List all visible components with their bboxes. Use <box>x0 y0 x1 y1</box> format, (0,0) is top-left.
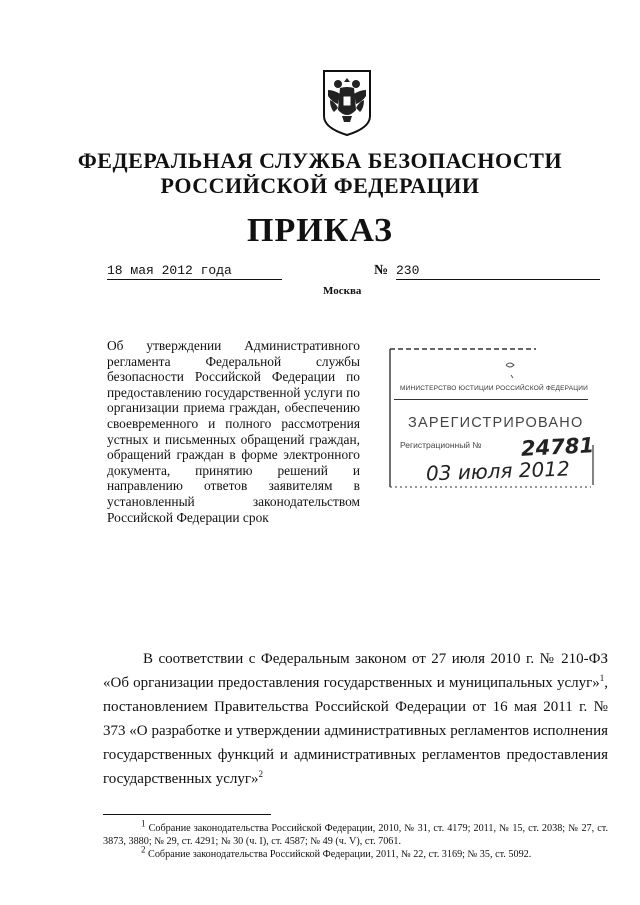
footnote-text: Собрание законодательства Российской Федерации, 2010, № 31, ст. 4179; 2011, № 15, ст. 2038; № 27, ст. 3873, 3880; № 29, ст. 4291; № 30 (ч. I), ст. 4587; № 49 (ч. V), ст. 7061. <box>103 823 609 847</box>
footnote-2 <box>103 844 608 861</box>
body-paragraph <box>103 647 608 791</box>
stamp-ministry-text: МИНИСТЕРСТВО ЮСТИЦИИ РОССИЙСКОЙ ФЕДЕРАЦИИ <box>400 385 589 392</box>
footnote-divider <box>103 814 271 815</box>
footnote-1 <box>103 818 609 848</box>
document-city: Москва <box>323 285 362 297</box>
document-date: 18 мая 2012 года <box>107 263 282 280</box>
stamp-reg-date: 03 июля 2012 <box>425 456 571 486</box>
stamp-registered-text: ЗАРЕГИСТРИРОВАНО <box>408 415 584 431</box>
organization-name-line2: РОССИЙСКОЙ ФЕДЕРАЦИИ <box>160 173 480 198</box>
organization-name-line1: ФЕДЕРАЛЬНАЯ СЛУЖБА БЕЗОПАСНОСТИ <box>77 148 563 173</box>
stamp-reg-label: Регистрационный № <box>400 440 482 450</box>
document-number: 230 <box>396 263 600 280</box>
stamp-rule <box>394 399 588 400</box>
footnote-ref-1: 1 <box>599 673 605 683</box>
footnote-text: Собрание законодательства Российской Федерации, 2011, № 22, ст. 3169; № 35, ст. 5092. <box>148 849 532 860</box>
emblem-icon <box>318 68 376 138</box>
number-sign: № <box>374 263 389 278</box>
footnote-mark: 1 <box>141 818 146 829</box>
document-type-title: ПРИКАЗ <box>247 212 393 249</box>
footnote-mark: 2 <box>141 844 146 855</box>
document-subject: Об утверждении Административного регламента Федеральной службы безопасности Российской Федерации по предоставлению государственной услуги по организации приема граждан, обеспечению своевременного и полного рассмотрения устных и письменных обращений граждан, обращений граждан в форме электронного документа, принятию решений и направлению ответов заявителям в установленный законодательством Российской Федерации срок <box>107 338 360 525</box>
stamp-reg-number: 24781 <box>520 433 595 461</box>
body-text-part1: В соответствии с Федеральным законом от 27 июля 2010 г. № 210-ФЗ «Об организации предоставления государственных и муниципальных услуг» <box>103 651 608 691</box>
registration-stamp <box>386 345 598 493</box>
footnote-ref-2: 2 <box>258 769 264 779</box>
body-text-part2: , постановлением Правительства Российской Федерации от 16 мая 2011 г. № 373 «О разработке и утверждении административных регламентов исполнения государственных функций и административных регламентов предоставления государственных услуг» <box>103 675 608 787</box>
